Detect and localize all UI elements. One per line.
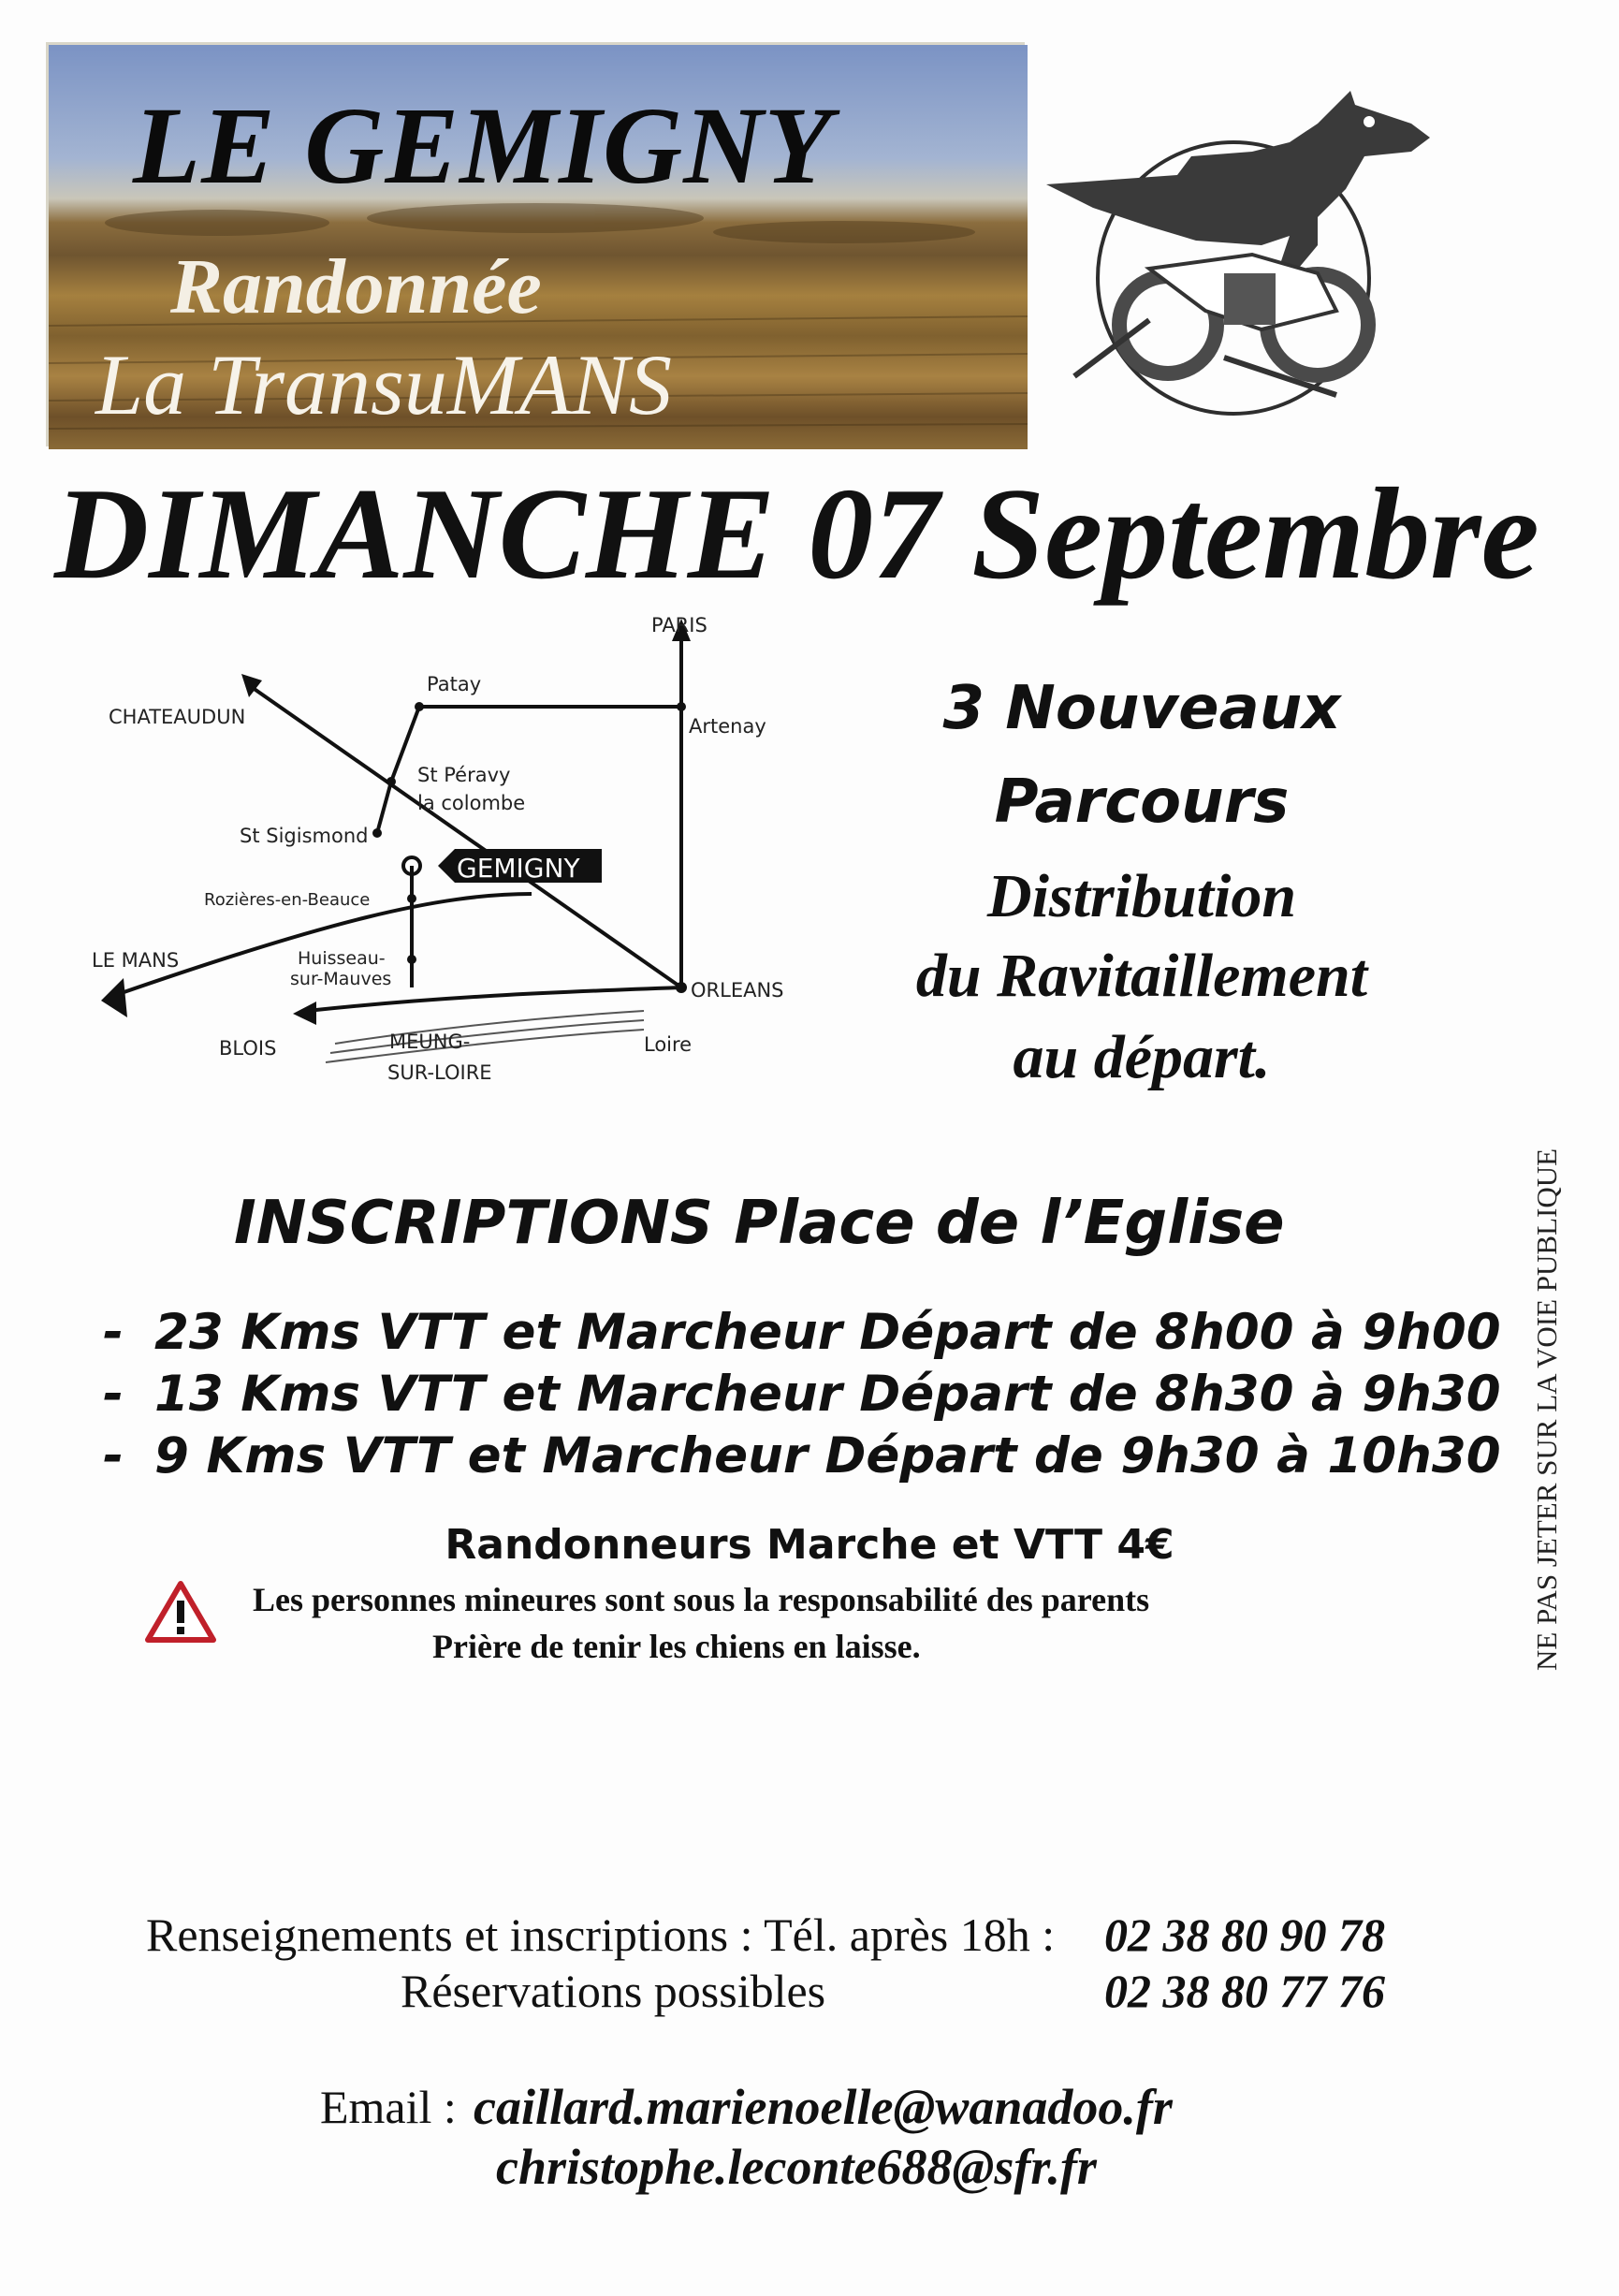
arrow-le-mans-icon (101, 978, 127, 1017)
map-label-chateaudun: CHATEAUDUN (109, 706, 246, 728)
map-label-gemigny: GEMIGNY (457, 853, 580, 884)
arrow-blois-icon (293, 1002, 316, 1025)
distribution-line-3: au départ. (1013, 1023, 1271, 1091)
map-label-la-colombe: la colombe (417, 792, 526, 814)
route-dash: - (103, 1304, 124, 1361)
map-label-artenay: Artenay (689, 715, 766, 738)
map-label-meung: MEUNG- (389, 1031, 471, 1053)
road-peravy-sigismond (377, 782, 391, 833)
warning-dogs: Prière de tenir les chiens en laisse. (432, 1628, 921, 1665)
horse-bike-logo (1037, 86, 1460, 423)
phone-number-1[interactable]: 02 38 80 90 78 (1104, 1908, 1385, 1961)
email-link-1[interactable]: caillard.marienoelle@wanadoo.fr (474, 2079, 1173, 2135)
map-label-le-mans: LE MANS (92, 949, 180, 972)
side-notice-text: NE PAS JETER SUR LA VOIE PUBLIQUE (1530, 1148, 1563, 1671)
email-label: Email : (320, 2081, 457, 2133)
map-label-loire: Loire (644, 1033, 693, 1056)
route-dash: - (103, 1427, 124, 1484)
access-map (82, 613, 831, 1100)
route-item (103, 1366, 1501, 1423)
event-subtitle: Randonnée (170, 243, 542, 330)
event-name: La TransuMANS (95, 337, 673, 432)
inscriptions-title: INSCRIPTIONS Place de l’Eglise (234, 1189, 1285, 1258)
route-item (103, 1304, 1501, 1361)
map-label-patay: Patay (427, 673, 482, 695)
event-title: LE GEMIGNY (133, 84, 833, 207)
route-item (103, 1427, 1501, 1484)
side-notice (1521, 1076, 1577, 1675)
route-text: 9 Kms VTT et Marcheur Départ de 9h30 à 10h30 (154, 1427, 1501, 1484)
distribution-line-2: du Ravitaillement (915, 942, 1368, 1010)
road-patay-peravy (391, 707, 419, 782)
map-label-rozieres: Rozières-en-Beauce (204, 890, 371, 910)
event-date: DIMANCHE 07 Septembre (54, 461, 1539, 607)
map-label-st-sigismond: St Sigismond (240, 825, 369, 847)
map-label-paris: PARIS (651, 614, 707, 636)
phone-number-2[interactable]: 02 38 80 77 76 (1104, 1965, 1385, 2017)
map-label-blois: BLOIS (219, 1037, 277, 1060)
map-label-st-peravy: St Péravy (417, 764, 511, 786)
loire-river (326, 1011, 644, 1062)
warning-triangle-icon (144, 1580, 217, 1644)
new-routes-heading: 3 Nouveaux (942, 674, 1341, 743)
distribution-line-1: Distribution (986, 862, 1297, 930)
route-dash: - (103, 1366, 124, 1423)
new-routes-subheading: Parcours (994, 768, 1290, 837)
map-label-orleans: ORLEANS (691, 979, 784, 1002)
road-blois (307, 987, 681, 1011)
route-text: 23 Kms VTT et Marcheur Départ de 8h00 à 9h00 (154, 1304, 1501, 1361)
banner-photo (49, 45, 1028, 449)
route-text: 13 Kms VTT et Marcheur Départ de 8h30 à 9h30 (154, 1366, 1501, 1423)
reservations-label: Réservations possibles (401, 1965, 826, 2017)
contact-label: Renseignements et inscriptions : Tél. après 18h : (146, 1908, 1056, 1961)
email-link-2[interactable]: christophe.leconte688@sfr.fr (496, 2139, 1097, 2195)
price-line: Randonneurs Marche et VTT 4€ (445, 1521, 1174, 1569)
map-label-huisseau: Huisseau- (298, 948, 386, 969)
warning-minors: Les personnes mineures sont sous la responsabilité des parents (253, 1581, 1150, 1618)
map-label-sur-mauves: sur-Mauves (290, 969, 392, 989)
map-label-sur-loire: SUR-LOIRE (387, 1061, 492, 1084)
